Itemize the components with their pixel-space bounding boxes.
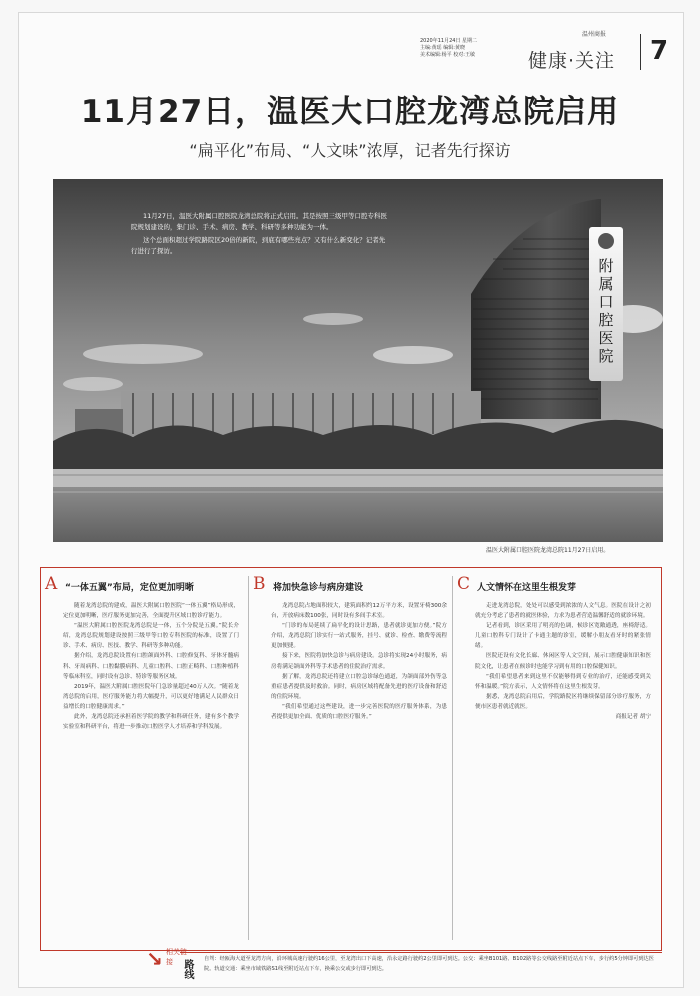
lead-paragraph: 11月27日，温医大附属口腔医院龙湾总院将正式启用。其是按照三级甲等口腔专科医院规划建设的，集门诊、手术、病房、教学、科研等多种功能为一体。 [131,212,388,231]
route-info [180,952,662,985]
related-text: 相关链接 [166,948,187,966]
body-paragraph: 随着龙湾总院的建成，温医大附属口腔医院“一体五翼”格局形成，定位更加明晰，医疗服务更加完善，全面提升区域口腔诊疗能力。 [63,603,239,620]
body-paragraph: 据介绍，龙湾总院设置有口腔颌面外科、口腔修复科、牙体牙髓病科、牙周病科、口腔黏膜病科、儿童口腔科、口腔正畸科、口腔种植科等临床科室，同时设有急诊、特诊等服务区域。 [63,653,239,680]
photo-caption: 温医大附属口腔医院龙湾总院11月27日启用。 [486,547,610,554]
header-meta-editor: 主编:黄瑶 编辑:黄晓 [420,45,465,51]
section-letter: C [457,574,471,594]
body-paragraph: “门诊的布局延续了扁平化的设计思路，患者就诊更加方便。”院方介绍，龙湾总院门诊实行一站式服务，挂号、就诊、检查、缴费等流程更加便捷。 [271,623,447,650]
header-meta [420,38,520,59]
hospital-photo [53,179,663,542]
section-body [475,601,651,722]
column-b [253,568,447,948]
body-paragraph: “我们希望患者来到这里不仅能够得到专业的治疗，还能感受到关怀和温暖。”院方表示，人文情怀将在这里生根发芽。 [475,673,651,690]
route-label: 路线 [182,959,193,979]
column-divider [248,576,249,940]
column-a [45,568,239,948]
section-title: 将加快急诊与病房建设 [273,583,364,593]
subheadline: “扁平化”布局、“人文味”浓厚，记者先行探访 [189,141,511,160]
column-divider [452,576,453,940]
body-paragraph: 据了解，龙湾总院还将建立口腔急诊绿色通道，为颌面部外伤等急重症患者提供及时救治。同时，病房区域将配备先进的医疗设备和舒适的住院环境。 [271,673,447,700]
headline: 11月27日，温医大口腔龙湾总院启用 [80,94,620,130]
paper-name: 温州商报 [582,31,607,38]
column-c [457,568,651,948]
page-number: 7 [650,36,669,66]
section-body [63,601,239,732]
reporter-byline: 商报记者 胡宁 [615,714,651,721]
body-paragraph: 据悉，龙湾总院启用后，学院路院区将继续保留部分诊疗服务，方便市区患者就近就医。 [475,693,651,710]
lead-paragraph: 这个总面积超过学院路院区20倍的新院，到底有哪些亮点？又有什么新变化？记者先行进行了探访。 [131,236,386,255]
header-meta-date: 2020年11月24日 星期二 [420,38,478,44]
section-title: 人文情怀在这里生根发芽 [477,583,577,593]
body-paragraph: 记者看到，诊区采用了明亮的色调，候诊区宽敞通透，座椅舒适。儿童口腔科专门设计了卡通主题的诊室，缓解小朋友看牙时的紧张情绪。 [475,623,651,650]
body-paragraph: 龙湾总院占地面积较大，建筑面积约12万平方米，设置牙椅300余台，开放病床数100张，同时设有多间手术室。 [271,603,447,620]
hospital-logo-icon [598,233,614,249]
article-columns [40,567,662,951]
section-body [271,601,447,722]
body-paragraph: 2019年，温医大附属口腔医院年门急诊量超过40万人次。“随着龙湾总院的启用，医疗服务能力将大幅提升，可以更好地满足人民群众日益增长的口腔健康需求。” [63,683,239,710]
section-letter: A [45,574,58,594]
photo-lead-text [131,211,389,257]
body-paragraph: 此外，龙湾总院还承担着医学院的教学和科研任务，建有多个教学实验室和科研平台，将进一步推动口腔医学人才培养和学科发展。 [63,714,239,731]
body-paragraph: “我们希望通过这些建设，进一步完善医院的医疗服务体系，为患者提供更加全面、优质的口腔医疗服务。” [271,703,447,721]
route-text: 自驾：经瓯海大道至龙湾方向，沿环城高速行驶约16公里，至龙湾出口下高速，沿永定路行驶约2公里即可到达。公交：乘坐B101路、B102路等公交线路至附近站点下车，步行约5分钟即可到达医院。轨道交通：乘坐市域铁路S1线至附近站点下车，换乘公交或步行即可到达。 [204,956,654,972]
column-name: 健康·关注 [528,50,616,72]
header-divider [640,34,641,70]
section-letter: B [253,574,266,594]
body-paragraph: 接下来，医院将加快急诊与病房建设。急诊将实现24小时服务，病房将满足颌面外科等手术患者的住院治疗需求。 [271,653,447,670]
body-paragraph: 走进龙湾总院，处处可以感受到浓浓的人文气息。医院在设计之初就充分考虑了患者的就医体验，力求为患者营造温馨舒适的就诊环境。 [475,603,651,620]
body-paragraph: 医院还设有文化长廊、休闲区等人文空间，展示口腔健康知识和医院文化，让患者在候诊时也能学习到有用的口腔保健知识。 [475,653,651,670]
header-meta-design: 美术编辑:杨平 校对:王敏 [420,52,475,58]
body-paragraph: “温医大附属口腔医院龙湾总院是一体，五个分院是五翼。”院长介绍，龙湾总院规划建设按照三级甲等口腔专科医院的标准，设置了门诊、手术、病房、医技、教学、科研等多种功能。 [63,623,239,650]
hospital-sign-text: 附属口腔医院 [598,257,614,365]
arrow-down-right-icon: ↘ [146,947,163,971]
section-title: “一体五翼”布局，定位更加明晰 [65,583,194,593]
hospital-sign [589,227,623,381]
